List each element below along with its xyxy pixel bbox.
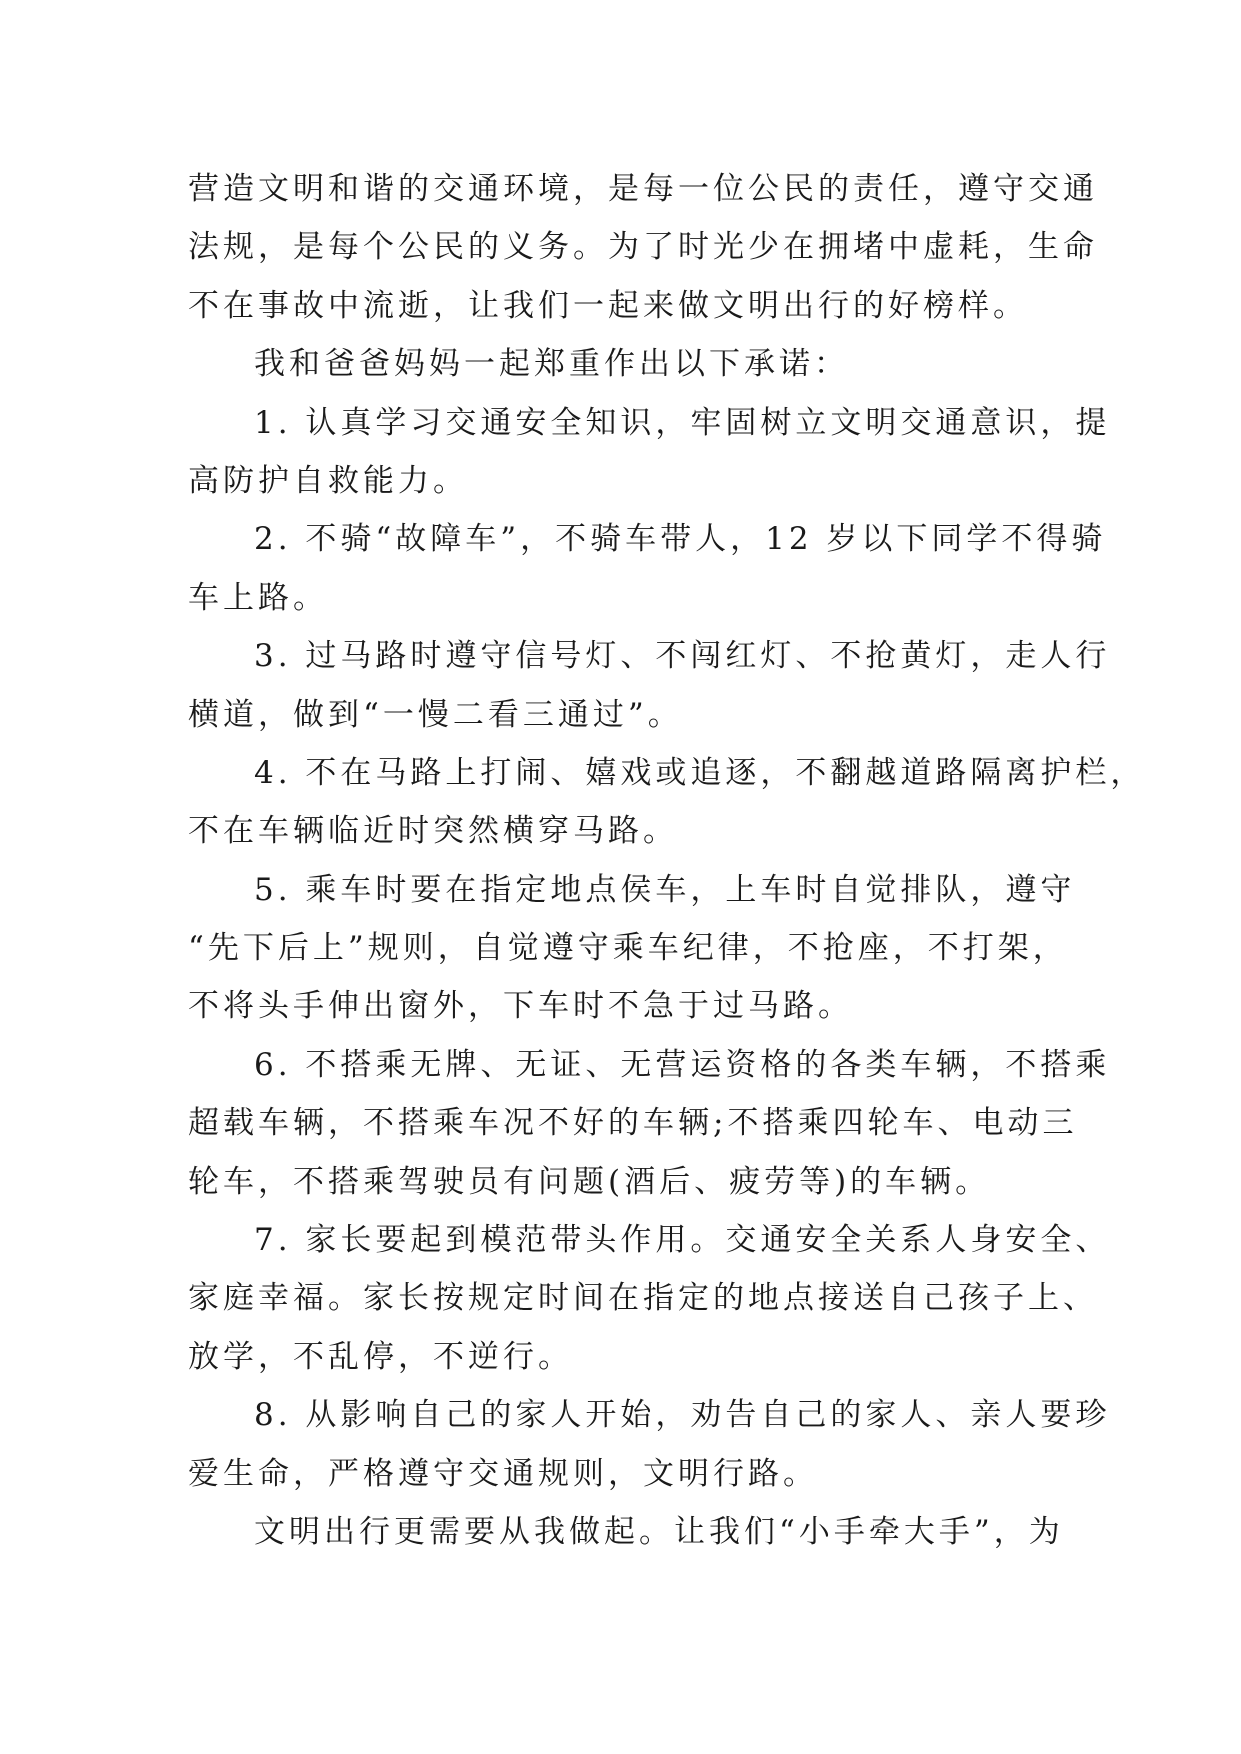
paragraph-line: 我和爸爸妈妈一起郑重作出以下承诺： — [254, 346, 849, 383]
list-item-line: 1. 认真学习交通安全知识，牢固树立文明交通意识，提 — [254, 404, 1111, 441]
document-body — [188, 160, 1146, 1561]
list-item-line: 7. 家长要起到模范带头作用。交通安全关系人身安全、 — [254, 1222, 1111, 1259]
list-item-line: 8. 从影响自己的家人开始，劝告自己的家人、亲人要珍 — [254, 1397, 1111, 1434]
list-item-line: 横道，做到“一慢二看三通过”。 — [188, 696, 683, 733]
list-item-line: 不在车辆临近时突然横穿马路。 — [188, 813, 678, 850]
list-item-line: 不将头手伸出窗外，下车时不急于过马路。 — [188, 988, 853, 1025]
list-item-line: 车上路。 — [188, 579, 328, 616]
list-item-line: 6. 不搭乘无牌、无证、无营运资格的各类车辆，不搭乘 — [254, 1046, 1111, 1083]
paragraph-line: 不在事故中流逝，让我们一起来做文明出行的好榜样。 — [188, 287, 1028, 324]
paragraph-line: 文明出行更需要从我做起。让我们“小手牵大手”，为 — [254, 1513, 1064, 1550]
list-item-line: “先下后上”规则，自觉遵守乘车纪律，不抢座，不打架， — [188, 930, 1068, 967]
list-item-line: 高防护自救能力。 — [188, 462, 468, 499]
list-item-line: 爱生命，严格遵守交通规则，文明行路。 — [188, 1455, 818, 1492]
list-item-line: 4. 不在马路上打闹、嬉戏或追逐，不翻越道路隔离护栏， — [254, 754, 1146, 791]
list-item-line: 5. 乘车时要在指定地点侯车，上车时自觉排队，遵守 — [254, 871, 1076, 908]
list-item-line: 家庭幸福。家长按规定时间在指定的地点接送自己孩子上、 — [188, 1280, 1098, 1317]
list-item-line: 放学，不乱停，不逆行。 — [188, 1338, 573, 1375]
list-item-line: 轮车，不搭乘驾驶员有问题(酒后、疲劳等)的车辆。 — [188, 1163, 991, 1200]
paragraph-line: 法规，是每个公民的义务。为了时光少在拥堵中虚耗，生命 — [188, 229, 1098, 266]
list-item-line: 3. 过马路时遵守信号灯、不闯红灯、不抢黄灯，走人行 — [254, 638, 1111, 675]
list-item-line: 2. 不骑“故障车”，不骑车带人，12 岁以下同学不得骑 — [254, 521, 1107, 558]
paragraph-line: 营造文明和谐的交通环境，是每一位公民的责任，遵守交通 — [188, 171, 1098, 207]
list-item-line: 超载车辆，不搭乘车况不好的车辆;不搭乘四轮车、电动三 — [188, 1105, 1078, 1142]
